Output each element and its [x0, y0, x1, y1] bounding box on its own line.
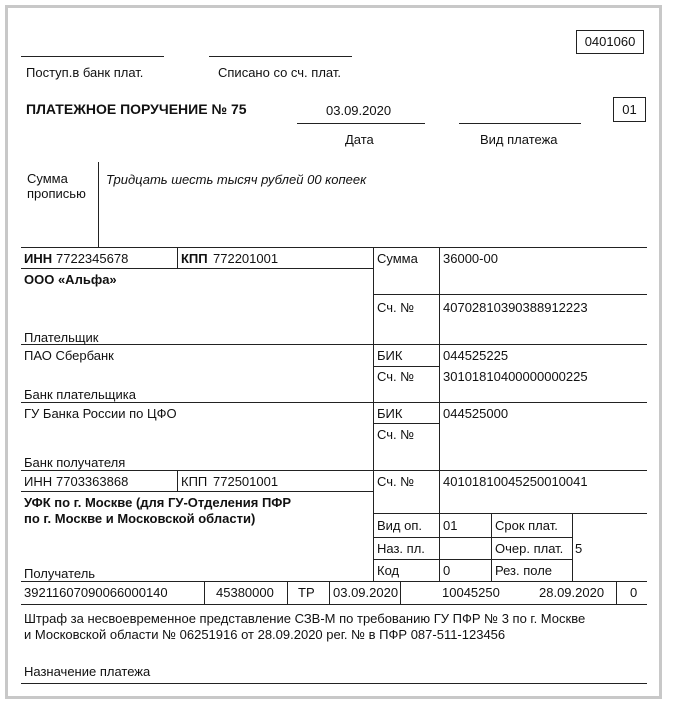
purpose-bottom [21, 683, 647, 684]
ocher-label: Очер. плат. [495, 541, 564, 556]
payee-bank-name: ГУ Банка России по ЦФО [24, 406, 177, 421]
bik2-bottom [373, 423, 439, 424]
amount-words-label-2: прописью [27, 186, 86, 201]
payment-type-label: Вид платежа [480, 132, 558, 147]
labels-column-divider [373, 247, 374, 581]
purpose-text-line1: Штраф за несвоевременное представление СЗВ-М по требованию ГУ ПФР № 3 по г. Москве [24, 611, 586, 626]
tax-kbk: 39211607090066000140 [24, 585, 168, 600]
amount-words-text: Тридцать шесть тысяч рублей 00 копеек [106, 172, 367, 187]
payer-bank-account: 30101810400000000225 [443, 369, 588, 384]
bik1-bottom [373, 366, 439, 367]
payer-bank-name: ПАО Сбербанк [24, 348, 114, 363]
payee-bank-bik: 044525000 [443, 406, 509, 421]
payee-name: УФК по г. Москве (для ГУ-Отделения ПФР [24, 495, 292, 510]
document-title: ПЛАТЕЖНОЕ ПОРУЧЕНИЕ № 75 [26, 101, 247, 117]
payee-account-bottom [373, 513, 647, 514]
tax-div-3 [329, 581, 330, 604]
received-line [21, 56, 164, 57]
payee-bottom [21, 581, 647, 582]
kod-value: 0 [443, 563, 451, 578]
form-code-box: 0401060 [576, 30, 644, 54]
payee-kpp-label: КПП [181, 474, 208, 489]
kod-label: Код [377, 563, 400, 578]
amount-words-label: Сумма [27, 171, 68, 186]
tax-div-2 [287, 581, 288, 604]
payee-name-2: по г. Москве и Московской области) [24, 511, 256, 526]
date-line [297, 123, 425, 124]
tax-basis: ТР [298, 585, 315, 600]
amount-words-divider [98, 162, 99, 247]
payee-account: 40101810045250010041 [443, 474, 588, 489]
rez-label: Рез. поле [495, 563, 553, 578]
payer-kpp-divider [177, 247, 178, 268]
sum-label: Сумма [377, 251, 418, 266]
srok-value-divider [572, 513, 573, 581]
document-date: 03.09.2020 [326, 103, 392, 118]
payer-kpp-label: КПП [181, 251, 208, 266]
payer-kpp: 772201001 [213, 251, 279, 266]
values-column-divider [439, 247, 440, 581]
payee-inn-label: ИНН [24, 474, 53, 489]
inn-row-bottom [21, 268, 373, 269]
payee-bank-label: Банк получателя [24, 455, 126, 470]
payment-type-line [459, 123, 581, 124]
payee-bank-bik-label: БИК [377, 406, 403, 421]
sum-row-bottom [373, 294, 647, 295]
payee-bank-bottom [21, 470, 647, 471]
naz-bottom [373, 559, 573, 560]
date-label: Дата [345, 132, 374, 147]
tax-doc-date: 28.09.2020 [539, 585, 605, 600]
naz-label: Наз. пл. [377, 541, 425, 556]
debited-label: Списано со сч. плат. [218, 65, 341, 80]
srok-divider [491, 513, 492, 581]
payee-account-label: Сч. № [377, 474, 415, 489]
purpose-label: Назначение платежа [24, 664, 151, 679]
payee-kpp-divider [177, 470, 178, 491]
payer-account-label: Сч. № [377, 300, 415, 315]
vid-op-label: Вид оп. [377, 518, 423, 533]
payee-kpp: 772501001 [213, 474, 279, 489]
tax-oktmo: 45380000 [216, 585, 274, 600]
debited-line [209, 56, 352, 57]
payer-bank-bik: 044525225 [443, 348, 509, 363]
payer-bank-account-label: Сч. № [377, 369, 415, 384]
payer-account: 40702810390388912223 [443, 300, 588, 315]
payer-bank-bik-label: БИК [377, 348, 403, 363]
payer-label: Плательщик [24, 330, 99, 345]
tax-type: 0 [630, 585, 638, 600]
vid-op-bottom [373, 537, 573, 538]
sum-value: 36000-00 [443, 251, 498, 266]
tax-div-5 [616, 581, 617, 604]
payee-inn: 7703363868 [56, 474, 129, 489]
payee-bank-account-label: Сч. № [377, 427, 415, 442]
payee-label: Получатель [24, 566, 96, 581]
purpose-text-line2: и Московской области № 06251916 от 28.09.2020 рег. № в ПФР 087-511-123456 [24, 627, 506, 642]
payer-name: ООО «Альфа» [24, 272, 117, 287]
status-code-box: 01 [613, 97, 646, 122]
received-label: Поступ.в банк плат. [26, 65, 144, 80]
tax-row-bottom [21, 604, 647, 605]
payee-inn-bottom [21, 491, 373, 492]
tax-div-4 [400, 581, 401, 604]
payer-bank-bottom [21, 402, 647, 403]
payer-bottom [21, 344, 647, 345]
grid-line-top [21, 247, 647, 248]
srok-label: Срок плат. [495, 518, 558, 533]
payer-inn: 7722345678 [56, 251, 129, 266]
vid-op-value: 01 [443, 518, 458, 533]
tax-div-1 [204, 581, 205, 604]
tax-doc-number: 10045250 [442, 585, 500, 600]
payer-bank-label: Банк плательщика [24, 387, 136, 402]
payer-inn-label: ИНН [24, 251, 53, 266]
ocher-value: 5 [575, 541, 583, 556]
tax-period: 03.09.2020 [333, 585, 399, 600]
